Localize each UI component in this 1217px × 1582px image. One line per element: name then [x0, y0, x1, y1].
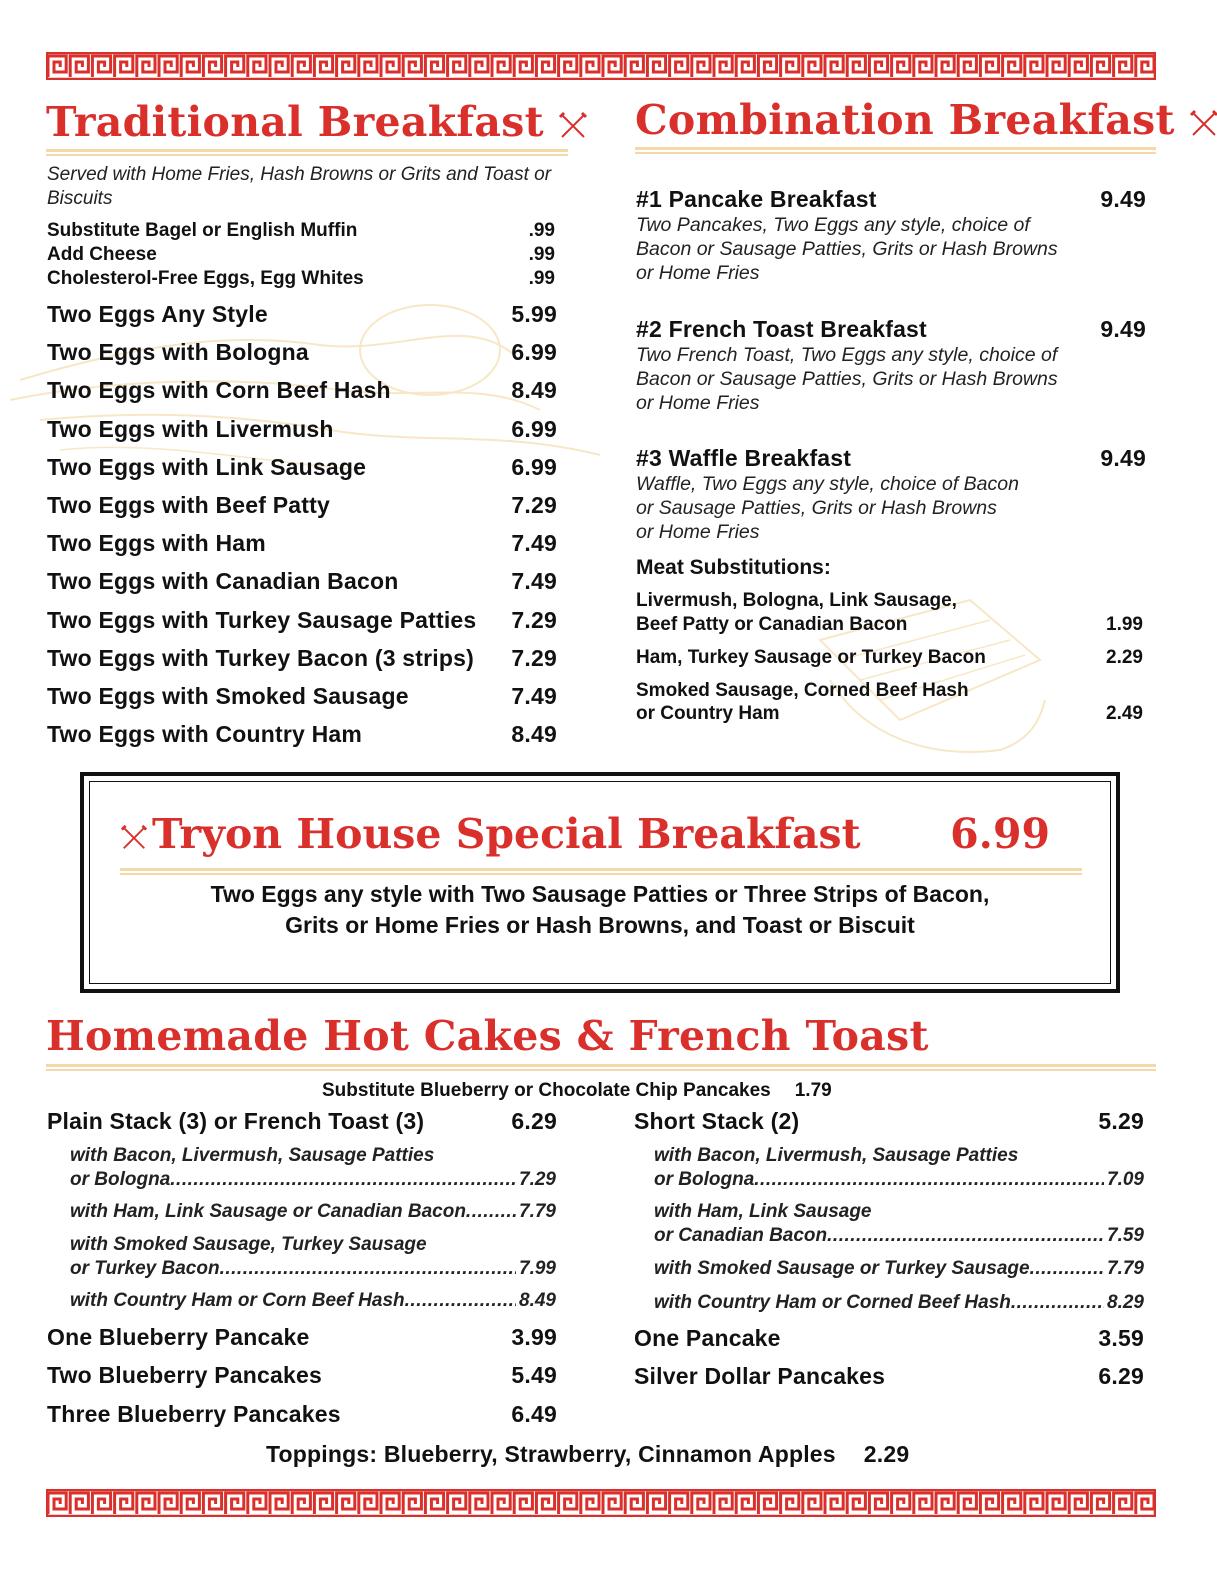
greek-key-unit [670, 56, 688, 77]
hotcakes-sub-priced-line [70, 1200, 556, 1224]
combo-desc-line: Two French Toast, Two Eggs any style, choice of [636, 344, 1058, 366]
special-breakfast-box [80, 772, 1120, 993]
greek-key-unit [692, 56, 710, 77]
hotcakes-extra-row-label: Two Blueberry Pancakes [47, 1362, 322, 1388]
greek-key-unit [869, 1493, 887, 1514]
hotcakes-extra-row-price: 5.49 [511, 1362, 557, 1388]
menu-item-row [47, 492, 557, 519]
greek-key-unit [980, 1493, 998, 1514]
menu-item-row-label: Two Eggs with Country Ham [47, 721, 363, 748]
greek-key-unit [115, 56, 133, 77]
hotcakes-sub-priced-line [654, 1257, 1144, 1281]
meat-sub-line: Livermush, Bologna, Link Sausage, [636, 590, 957, 611]
greek-key-unit [159, 1493, 177, 1514]
menu-item-row [47, 416, 557, 443]
menu-item-row [47, 530, 557, 557]
greek-key-unit [1069, 1493, 1087, 1514]
greek-key-unit [270, 56, 288, 77]
menu-item-row-price: 6.99 [511, 339, 557, 366]
combo-item-description [636, 472, 1106, 544]
greek-key-unit [48, 1493, 66, 1514]
greek-key-unit [914, 1493, 932, 1514]
menu-item-row [47, 454, 557, 481]
hotcakes-substitute: Substitute Blueberry or Chocolate Chip Pancakes 1.79 [322, 1080, 832, 1101]
hotcakes-sub-price: 7.99 [519, 1258, 556, 1279]
greek-key-unit [159, 56, 177, 77]
menu-item-row-label: Two Eggs with Ham [47, 530, 266, 557]
hotcakes-sub-price: 7.79 [519, 1201, 556, 1222]
traditional-note: Served with Home Fries, Hash Browns or Grits and Toast or Biscuits [47, 164, 552, 209]
special-breakfast-description [84, 879, 1116, 941]
menu-item-row-label: Two Eggs with Livermush [47, 415, 334, 442]
combo-item-row-label: #1 Pancake Breakfast [636, 186, 877, 212]
hotcakes-main-row [634, 1108, 1144, 1135]
combination-breakfast-title: Combination Breakfast [635, 100, 1217, 141]
greek-key-unit [314, 1493, 332, 1514]
combo-item-row [636, 445, 1146, 472]
greek-key-unit [226, 1493, 244, 1514]
greek-key-unit [1025, 1493, 1043, 1514]
hotcakes-sub-priced-line [654, 1168, 1144, 1192]
greek-key-unit [425, 56, 443, 77]
menu-item-row-price: 7.49 [511, 683, 557, 709]
greek-key-border-bottom [46, 1489, 1156, 1517]
greek-key-unit [825, 1493, 843, 1514]
menu-item-row-price: 6.99 [511, 415, 557, 442]
meat-sub-row [636, 614, 1143, 636]
special-desc-line: Grits or Home Fries or Hash Browns, and Toast or Biscuit [285, 912, 915, 938]
hotcakes-extra-row [634, 1363, 1144, 1390]
hotcakes-extra-row-price: 3.59 [1098, 1325, 1144, 1351]
greek-key-unit [137, 1493, 155, 1514]
menu-item-row-label: Two Eggs with Beef Patty [47, 492, 330, 518]
hotcakes-sub-price: 7.29 [519, 1169, 556, 1190]
crossed-fork-knife-icon [120, 824, 148, 852]
combo-desc-line: or Home Fries [636, 392, 760, 414]
greek-key-unit [92, 56, 110, 77]
meat-sub-row-price: 1.99 [1106, 614, 1143, 635]
hotcakes-extra-row-label: One Blueberry Pancake [47, 1324, 310, 1350]
greek-key-unit [203, 1493, 221, 1514]
greek-key-border-top [46, 52, 1156, 80]
substitute-row-price: .99 [528, 220, 555, 241]
greek-key-unit [403, 1493, 421, 1514]
hotcakes-sub-price: 7.09 [1107, 1169, 1144, 1190]
menu-item-row [47, 607, 557, 634]
menu-item-row-price: 7.29 [511, 492, 557, 518]
hotcakes-extra-row [47, 1324, 557, 1351]
hotcakes-sub-line: with Smoked Sausage, Turkey Sausage [70, 1234, 427, 1255]
greek-key-unit [448, 1493, 466, 1514]
combo-item-row [636, 316, 1146, 343]
greek-key-unit [758, 1493, 776, 1514]
meat-sub-line: Smoked Sausage, Corned Beef Hash [636, 680, 969, 701]
greek-key-unit [714, 1493, 732, 1514]
greek-key-unit [936, 56, 954, 77]
hotcakes-sub-label: with Country Ham or Corn Beef Hash [70, 1290, 405, 1311]
hotcakes-sub-price: 7.59 [1107, 1225, 1144, 1246]
menu-item-row [47, 645, 557, 672]
greek-key-unit [1136, 1493, 1154, 1514]
menu-item-row [47, 683, 557, 710]
substitute-row [47, 220, 555, 242]
dot-leader [466, 1200, 516, 1224]
greek-key-unit [847, 56, 865, 77]
greek-key-unit [137, 56, 155, 77]
toppings-line: Toppings: Blueberry, Strawberry, Cinnamon Apples 2.29 [266, 1441, 910, 1467]
hotcakes-sub-line: with Bacon, Livermush, Sausage Patties [70, 1145, 435, 1166]
greek-key-unit [492, 1493, 510, 1514]
greek-key-unit [603, 56, 621, 77]
crossed-fork-knife-icon [558, 111, 588, 141]
menu-item-row-label: Two Eggs with Canadian Bacon [47, 568, 399, 595]
greek-key-unit [692, 1493, 710, 1514]
hotcakes-sub-priced-line [654, 1291, 1144, 1315]
greek-key-unit [514, 1493, 532, 1514]
hotcakes-sub-item [70, 1289, 556, 1313]
menu-item-row [47, 301, 557, 328]
greek-key-unit [559, 1493, 577, 1514]
meat-sub-row-label: Beef Patty or Canadian Bacon [636, 614, 908, 635]
greek-key-unit [337, 1493, 355, 1514]
greek-key-unit [292, 56, 310, 77]
greek-key-unit [803, 56, 821, 77]
greek-key-unit [958, 56, 976, 77]
greek-key-unit [647, 1493, 665, 1514]
dot-leader [754, 1168, 1104, 1192]
hotcakes-extra-row [634, 1325, 1144, 1352]
greek-key-unit [625, 1493, 643, 1514]
greek-key-unit [359, 1493, 377, 1514]
hotcakes-extra-row-label: Three Blueberry Pancakes [47, 1401, 341, 1427]
substitute-row-price: .99 [528, 268, 555, 289]
greek-key-unit [980, 56, 998, 77]
combo-desc-line: or Home Fries [636, 262, 760, 284]
greek-key-unit [1003, 1493, 1021, 1514]
menu-item-row [47, 568, 557, 595]
greek-key-unit [1047, 1493, 1065, 1514]
hotcakes-sub-priced-line [70, 1257, 556, 1281]
greek-key-unit [581, 1493, 599, 1514]
combo-desc-line: or Home Fries [636, 521, 760, 543]
hotcakes-sub-priced-line [654, 1224, 1144, 1248]
substitute-row-label: Add Cheese [47, 244, 157, 265]
greek-key-unit [403, 56, 421, 77]
hotcakes-sub-price: 7.79 [1107, 1258, 1144, 1279]
hotcakes-main-row-label: Short Stack (2) [634, 1108, 800, 1134]
greek-key-pattern [46, 1489, 1156, 1517]
combo-item-row-label: #2 French Toast Breakfast [636, 316, 927, 342]
hotcakes-sub-priced-line [70, 1168, 556, 1192]
hotcakes-sub-label: or Canadian Bacon [654, 1225, 828, 1246]
hotcakes-sub-label: with Ham, Link Sausage or Canadian Bacon [70, 1201, 466, 1222]
greek-key-unit [559, 56, 577, 77]
greek-key-unit [448, 56, 466, 77]
greek-key-unit [270, 1493, 288, 1514]
greek-key-unit [292, 1493, 310, 1514]
hotcakes-sub-label: with Smoked Sausage or Turkey Sausage [654, 1258, 1030, 1279]
greek-key-unit [381, 1493, 399, 1514]
greek-key-unit [1114, 1493, 1132, 1514]
meat-sub-row-label: or Country Ham [636, 703, 780, 724]
meat-sub-row-price: 2.49 [1106, 703, 1143, 724]
menu-item-row-price: 6.99 [511, 453, 557, 480]
hotcakes-sub-item [70, 1200, 556, 1224]
menu-item-row-price: 8.49 [511, 721, 557, 748]
greek-key-unit [892, 56, 910, 77]
special-breakfast-price: 6.99 [950, 810, 1050, 858]
greek-key-unit [226, 56, 244, 77]
greek-key-unit [1003, 56, 1021, 77]
greek-key-unit [1047, 56, 1065, 77]
hotcakes-extra-row-price: 3.99 [511, 1324, 557, 1350]
greek-key-unit [115, 1493, 133, 1514]
menu-item-row-label: Two Eggs with Corn Beef Hash [47, 377, 391, 404]
special-breakfast-title: Tryon House Special Breakfast 6.99 [120, 814, 1050, 855]
menu-item-row-label: Two Eggs with Bologna [47, 339, 309, 366]
greek-key-unit [758, 56, 776, 77]
greek-key-unit [936, 1493, 954, 1514]
greek-key-unit [647, 56, 665, 77]
greek-key-unit [1114, 56, 1132, 77]
greek-key-unit [581, 56, 599, 77]
menu-item-row-label: Two Eggs Any Style [47, 301, 268, 327]
greek-key-unit [48, 56, 66, 77]
hotcakes-extra-row-price: 6.49 [511, 1401, 557, 1427]
hotcakes-extra-row [47, 1362, 557, 1389]
special-desc-line: Two Eggs any style with Two Sausage Patties or Three Strips of Bacon, [210, 881, 990, 907]
greek-key-unit [958, 1493, 976, 1514]
hotcakes-sub-price: 8.49 [519, 1290, 556, 1311]
menu-item-row-price: 5.99 [511, 301, 557, 327]
greek-key-unit [736, 1493, 754, 1514]
greek-key-unit [181, 56, 199, 77]
dot-leader [170, 1168, 516, 1192]
hotcakes-sub-label: or Turkey Bacon [70, 1258, 220, 1279]
dot-leader [1011, 1291, 1104, 1315]
hotcakes-sub-item [70, 1233, 556, 1281]
hotcakes-sub-label: with Country Ham or Corned Beef Hash [654, 1292, 1011, 1313]
meat-sub-row [636, 647, 1143, 669]
greek-key-unit [847, 1493, 865, 1514]
crossed-fork-knife-icon [1189, 109, 1217, 139]
hotcakes-sub-item [654, 1200, 1144, 1248]
greek-key-unit [1069, 56, 1087, 77]
greek-key-unit [314, 56, 332, 77]
title-rule [46, 1064, 1156, 1071]
greek-key-unit [625, 56, 643, 77]
greek-key-unit [92, 1493, 110, 1514]
greek-key-unit [337, 56, 355, 77]
hotcakes-extra-row-label: One Pancake [634, 1325, 781, 1351]
hotcakes-main-row-price: 6.29 [511, 1108, 557, 1134]
meat-sub-row-price: 2.29 [1106, 647, 1143, 668]
hotcakes-sub-line: with Bacon, Livermush, Sausage Patties [654, 1145, 1019, 1166]
hotcakes-extra-row-price: 6.29 [1098, 1363, 1144, 1389]
dot-leader [827, 1224, 1104, 1248]
greek-key-unit [203, 56, 221, 77]
hotcakes-sub-label: or Bologna [654, 1169, 755, 1190]
menu-item-row-label: Two Eggs with Smoked Sausage [47, 683, 409, 709]
greek-key-unit [536, 56, 554, 77]
hotcakes-sub-price: 8.29 [1107, 1292, 1144, 1313]
combo-desc-line: or Sausage Patties, Grits or Hash Browns [636, 497, 997, 519]
greek-key-unit [425, 1493, 443, 1514]
substitute-row-price: .99 [528, 244, 555, 265]
hotcakes-sub-item [654, 1144, 1144, 1192]
greek-key-unit [381, 56, 399, 77]
substitute-row-label: Substitute Bagel or English Muffin [47, 220, 358, 241]
menu-item-row-price: 7.49 [511, 530, 557, 557]
combo-item-description [636, 343, 1106, 415]
menu-item-row-label: Two Eggs with Turkey Bacon (3 strips) [47, 644, 474, 671]
greek-key-unit [803, 1493, 821, 1514]
menu-item-row-price: 8.49 [511, 377, 557, 404]
menu-item-row-label: Two Eggs with Link Sausage [47, 453, 367, 480]
hotcakes-sub-item [654, 1257, 1144, 1281]
menu-item-row-price: 7.29 [511, 606, 557, 633]
hotcakes-main-row-label: Plain Stack (3) or French Toast (3) [47, 1108, 425, 1134]
greek-key-unit [470, 56, 488, 77]
greek-key-pattern [46, 52, 1156, 80]
hotcakes-sub-line: with Ham, Link Sausage [654, 1201, 872, 1222]
hotcakes-sub-label: or Bologna [70, 1169, 171, 1190]
hotcakes-main-row-price: 5.29 [1098, 1108, 1144, 1134]
greek-key-unit [603, 1493, 621, 1514]
title-rule [635, 147, 1156, 154]
greek-key-unit [181, 1493, 199, 1514]
combo-item-row-price: 9.49 [1100, 186, 1146, 212]
substitute-row [47, 244, 555, 266]
greek-key-unit [781, 56, 799, 77]
combo-desc-line: Bacon or Sausage Patties, Grits or Hash Browns [636, 368, 1058, 390]
greek-key-unit [869, 56, 887, 77]
hotcakes-sub-item [654, 1291, 1144, 1315]
hotcakes-main-row [47, 1108, 557, 1135]
toppings-price: 2.29 [863, 1441, 910, 1467]
menu-item-row-price: 7.49 [511, 568, 557, 595]
menu-item-row [47, 339, 557, 366]
greek-key-unit [359, 56, 377, 77]
hotcakes-sub-item [70, 1144, 556, 1192]
greek-key-unit [1025, 56, 1043, 77]
greek-key-unit [1136, 56, 1154, 77]
hotcakes-extra-row [47, 1401, 557, 1428]
hotcakes-extra-row-label: Silver Dollar Pancakes [634, 1363, 886, 1389]
menu-item-row [47, 721, 557, 748]
meat-sub-row-label: Ham, Turkey Sausage or Turkey Bacon [636, 647, 986, 668]
greek-key-unit [736, 56, 754, 77]
combo-desc-line: Waffle, Two Eggs any style, choice of Bacon [636, 473, 1019, 495]
combo-item-row-label: #3 Waffle Breakfast [636, 445, 852, 471]
hotcakes-sub-priced-line [70, 1289, 556, 1313]
combo-item-row-price: 9.49 [1100, 445, 1146, 471]
title-rule [46, 149, 568, 156]
greek-key-unit [492, 56, 510, 77]
combo-item-description [636, 213, 1106, 285]
greek-key-unit [825, 56, 843, 77]
greek-key-unit [248, 1493, 266, 1514]
substitute-row-label: Cholesterol-Free Eggs, Egg Whites [47, 268, 364, 289]
greek-key-unit [892, 1493, 910, 1514]
combo-item-row-price: 9.49 [1100, 316, 1146, 342]
greek-key-unit [514, 56, 532, 77]
greek-key-unit [670, 1493, 688, 1514]
title-rule [120, 868, 1082, 875]
dot-leader [405, 1289, 516, 1313]
hotcakes-title: Homemade Hot Cakes & French Toast [46, 1012, 929, 1060]
greek-key-unit [1091, 56, 1109, 77]
menu-item-row [47, 377, 557, 404]
meat-sub-row [636, 703, 1143, 725]
greek-key-unit [781, 1493, 799, 1514]
meat-substitutions-title: Meat Substitutions: [636, 556, 831, 579]
menu-item-row-price: 7.29 [511, 644, 557, 671]
traditional-breakfast-title: Traditional Breakfast [46, 102, 588, 143]
combo-desc-line: Two Pancakes, Two Eggs any style, choice of [636, 214, 1030, 236]
greek-key-unit [536, 1493, 554, 1514]
greek-key-unit [914, 56, 932, 77]
dot-leader [1030, 1257, 1104, 1281]
menu-item-row-label: Two Eggs with Turkey Sausage Patties [47, 606, 477, 633]
greek-key-unit [70, 1493, 88, 1514]
greek-key-unit [70, 56, 88, 77]
hotcakes-substitute-price: 1.79 [794, 1080, 832, 1101]
dot-leader [220, 1257, 516, 1281]
greek-key-unit [248, 56, 266, 77]
substitute-row [47, 268, 555, 290]
combo-desc-line: Bacon or Sausage Patties, Grits or Hash Browns [636, 238, 1058, 260]
combo-item-row [636, 186, 1146, 213]
greek-key-unit [470, 1493, 488, 1514]
greek-key-unit [1091, 1493, 1109, 1514]
greek-key-unit [714, 56, 732, 77]
